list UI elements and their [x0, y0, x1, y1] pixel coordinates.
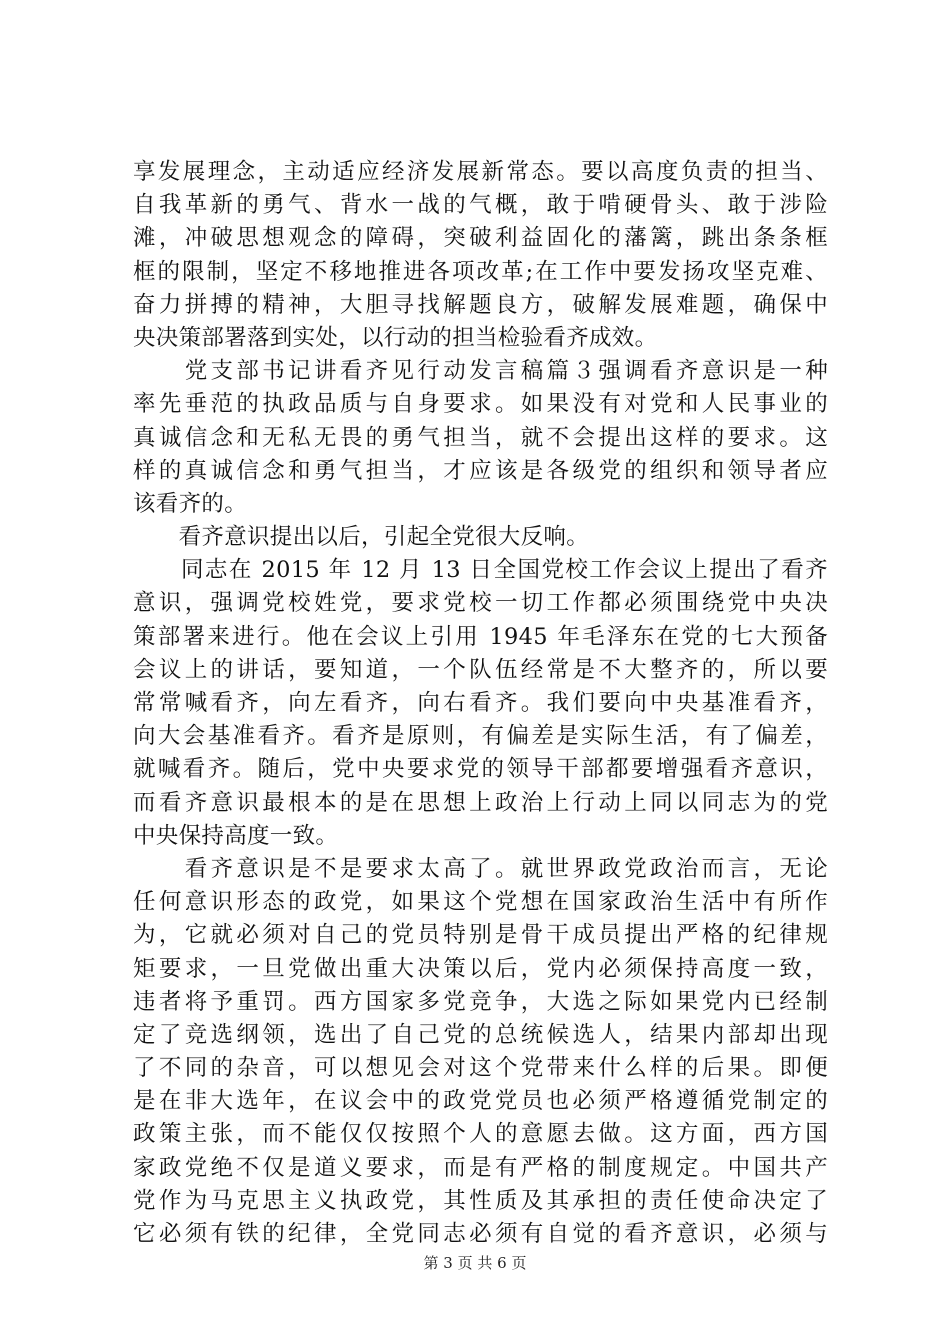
text-line: 样的真诚信念和勇气担当，才应该是各级党的组织和领导者应: [133, 457, 828, 484]
text-line: 框的限制，坚定不移地推进各项改革;在工作中要发扬攻坚克难、: [133, 258, 828, 285]
text-line: 而看齐意识最根本的是在思想上政治上行动上同以同志为的党: [133, 789, 828, 816]
text-line: 矩要求，一旦党做出重大决策以后，党内必须保持高度一致，: [133, 955, 828, 982]
text-line: 策部署来进行。他在会议上引用 1945 年毛泽东在党的七大预备: [133, 623, 828, 650]
page-footer: 第 3 页 共 6 页: [423, 1254, 527, 1272]
text-line: 真诚信念和无私无畏的勇气担当，就不会提出这样的要求。这: [133, 424, 828, 451]
document-body: [133, 156, 828, 1251]
text-line: 为，它就必须对自己的党员特别是骨干成员提出严格的纪律规: [133, 922, 828, 949]
text-line: 家政党绝不仅是道义要求，而是有严格的制度规定。中国共产: [133, 1154, 828, 1181]
text-line: 奋力拼搏的精神，大胆寻找解题良方，破解发展难题，确保中: [133, 291, 828, 318]
text-line: 意识，强调党校姓党，要求党校一切工作都必须围绕党中央决: [133, 590, 828, 617]
text-line: 违者将予重罚。西方国家多党竞争，大选之际如果党内已经制: [133, 988, 828, 1015]
text-line: 同志在 2015 年 12 月 13 日全国党校工作会议上提出了看齐: [133, 557, 828, 584]
text-line: 党作为马克思主义执政党，其性质及其承担的责任使命决定了: [133, 1187, 828, 1214]
text-line: 自我革新的勇气、背水一战的气概，敢于啃硬骨头、敢于涉险: [133, 192, 828, 219]
text-line: 滩，冲破思想观念的障碍，突破利益固化的藩篱，跳出条条框: [133, 225, 828, 252]
text-line: 是在非大选年，在议会中的政党党员也必须严格遵循党制定的: [133, 1088, 828, 1115]
text-line: 该看齐的。: [133, 490, 248, 517]
text-line: 它必须有铁的纪律，全党同志必须有自觉的看齐意识，必须与: [133, 1221, 828, 1247]
text-line: 央决策部署落到实处，以行动的担当检验看齐成效。: [133, 324, 658, 351]
text-line: 享发展理念，主动适应经济发展新常态。要以高度负责的担当、: [133, 159, 828, 185]
text-line: 率先垂范的执政品质与自身要求。如果没有对党和人民事业的: [133, 391, 828, 418]
text-line: 定了竞选纲领，选出了自己党的总统候选人，结果内部却出现: [133, 1021, 828, 1048]
text-line: 看齐意识提出以后，引起全党很大反响。: [133, 524, 590, 551]
text-line: 向大会基准看齐。看齐是原则，有偏差是实际生活，有了偏差，: [133, 723, 828, 750]
text-line: 任何意识形态的政党，如果这个党想在国家政治生活中有所作: [133, 889, 828, 916]
text-line: 中央保持高度一致。: [133, 822, 339, 849]
text-line: 看齐意识是不是要求太高了。就世界政党政治而言，无论: [133, 855, 828, 882]
text-line: 就喊看齐。随后，党中央要求党的领导干部都要增强看齐意识，: [133, 756, 828, 783]
text-line: 了不同的杂音，可以想见会对这个党带来什么样的后果。即便: [133, 1055, 828, 1082]
text-line: 常常喊看齐，向左看齐，向右看齐。我们要向中央基准看齐，: [133, 690, 828, 716]
text-line: 会议上的讲话，要知道，一个队伍经常是不大整齐的，所以要: [133, 656, 828, 683]
text-line: 政策主张，而不能仅仅按照个人的意愿去做。这方面，西方国: [133, 1121, 828, 1148]
text-line: 党支部书记讲看齐见行动发言稿篇３强调看齐意识是一种: [133, 358, 828, 385]
